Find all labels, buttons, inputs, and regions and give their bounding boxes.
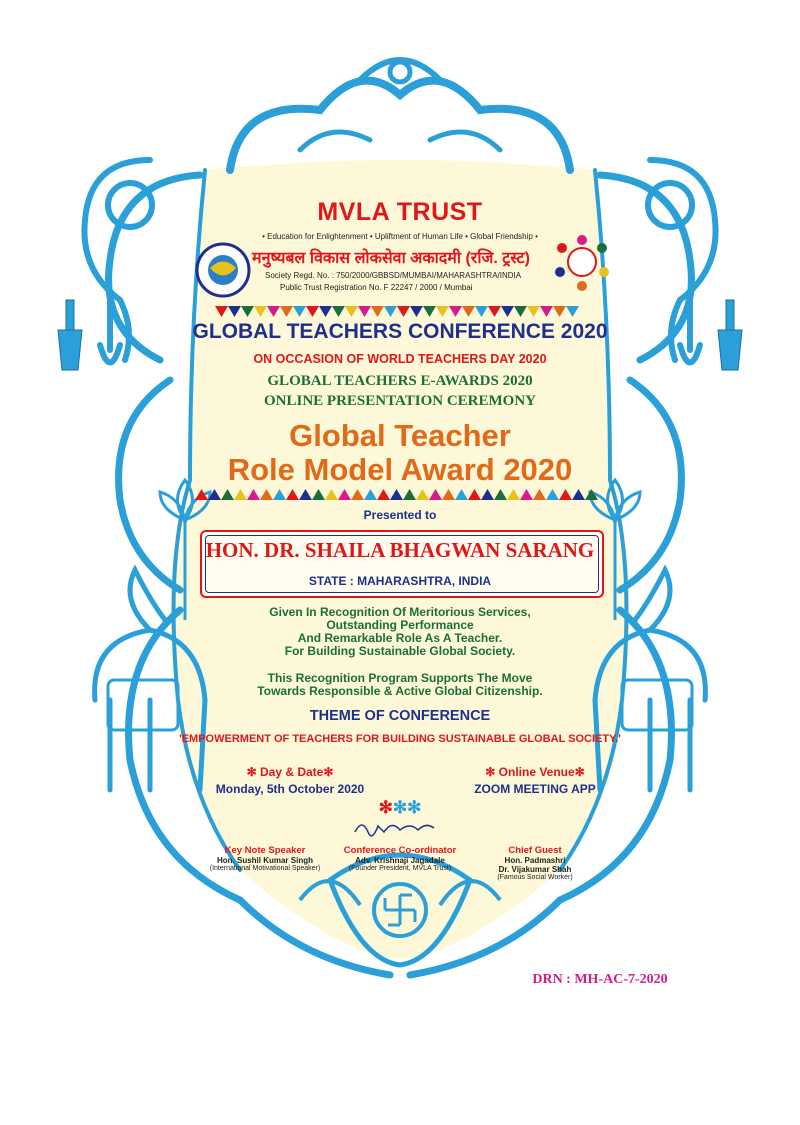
org-name: MVLA TRUST xyxy=(317,198,483,226)
presented-to-label: Presented to xyxy=(363,508,437,522)
ceremony-title: ONLINE PRESENTATION CEREMONY xyxy=(264,393,536,409)
eawards-title: GLOBAL TEACHERS E-AWARDS 2020 xyxy=(267,373,533,389)
recognition-line: For Building Sustainable Global Society. xyxy=(284,644,516,658)
signatory-desc: (Founder President, MVLA Trust) xyxy=(348,865,452,872)
signatory-chief-guest xyxy=(470,845,600,881)
signatory-name: Adv. Krishnaji Jagadale xyxy=(355,856,445,865)
venue-label: ✻ Online Venue✻ xyxy=(485,765,585,779)
signatory-name-line2: Dr. Vijakumar Shah xyxy=(498,865,572,874)
trust-registration: Public Trust Registration No. F 22247 / 2000 / Mumbai xyxy=(280,283,473,292)
signatory-role: Chief Guest xyxy=(508,845,562,856)
drn-number: DRN : MH-AC-7-2020 xyxy=(532,972,668,987)
seal-icon xyxy=(197,244,249,296)
signatory-coordinator xyxy=(330,845,470,872)
recipient-name: HON. DR. SHAILA BHAGWAN SARANG xyxy=(205,538,595,562)
signatory-role: Conference Co-ordinator xyxy=(343,845,457,856)
date-value: Monday, 5th October 2020 xyxy=(215,782,365,796)
award-title-line2: Role Model Award 2020 xyxy=(227,452,573,487)
stars-divider: ✻✻✻ xyxy=(378,798,422,817)
recognition-line: Given In Recognition Of Meritorious Services, xyxy=(269,605,531,619)
award-title-line1: Global Teacher xyxy=(289,418,511,453)
theme-heading: THEME OF CONFERENCE xyxy=(309,708,491,724)
support-line: This Recognition Program Supports The Move xyxy=(267,671,533,685)
org-hindi-name: मनुष्यबल विकास लोकसेवा अकादमी (रजि. ट्रस्ट) xyxy=(252,250,530,267)
org-motto: • Education for Enlightenment • Upliftment of Human Life • Global Friendship • xyxy=(262,232,538,241)
theme-text: 'EMPOWERMENT OF TEACHERS FOR BUILDING SUSTAINABLE GLOBAL SOCIETY.' xyxy=(179,733,621,745)
signatory-desc: (International Motivational Speaker) xyxy=(209,865,321,872)
date-label: ✻ Day & Date✻ xyxy=(246,765,334,779)
support-line: Towards Responsible & Active Global Citizenship. xyxy=(257,684,543,698)
society-registration: Society Regd. No. : 750/2000/GBBSD/MUMBAI/MAHARASHTRA/INDIA xyxy=(265,271,522,280)
signatory-name: Hon. Sushil Kumar Singh xyxy=(216,856,313,865)
conference-title: GLOBAL TEACHERS CONFERENCE 2020 xyxy=(192,320,608,343)
frame-top-crown xyxy=(230,60,570,170)
conference-occasion: ON OCCASION OF WORLD TEACHERS DAY 2020 xyxy=(253,352,547,366)
signatory-role: Key Note Speaker xyxy=(224,845,306,856)
signatory-desc: (Famous Social Worker) xyxy=(497,874,573,881)
recognition-line: And Remarkable Role As A Teacher. xyxy=(297,631,503,645)
venue-value: ZOOM MEETING APP xyxy=(474,782,596,796)
recognition-line: Outstanding Performance xyxy=(326,618,474,632)
signatory-keynote xyxy=(190,845,340,872)
signatory-name: Hon. Padmashri xyxy=(504,856,566,865)
recipient-state: STATE : MAHARASHTRA, INDIA xyxy=(308,574,492,588)
